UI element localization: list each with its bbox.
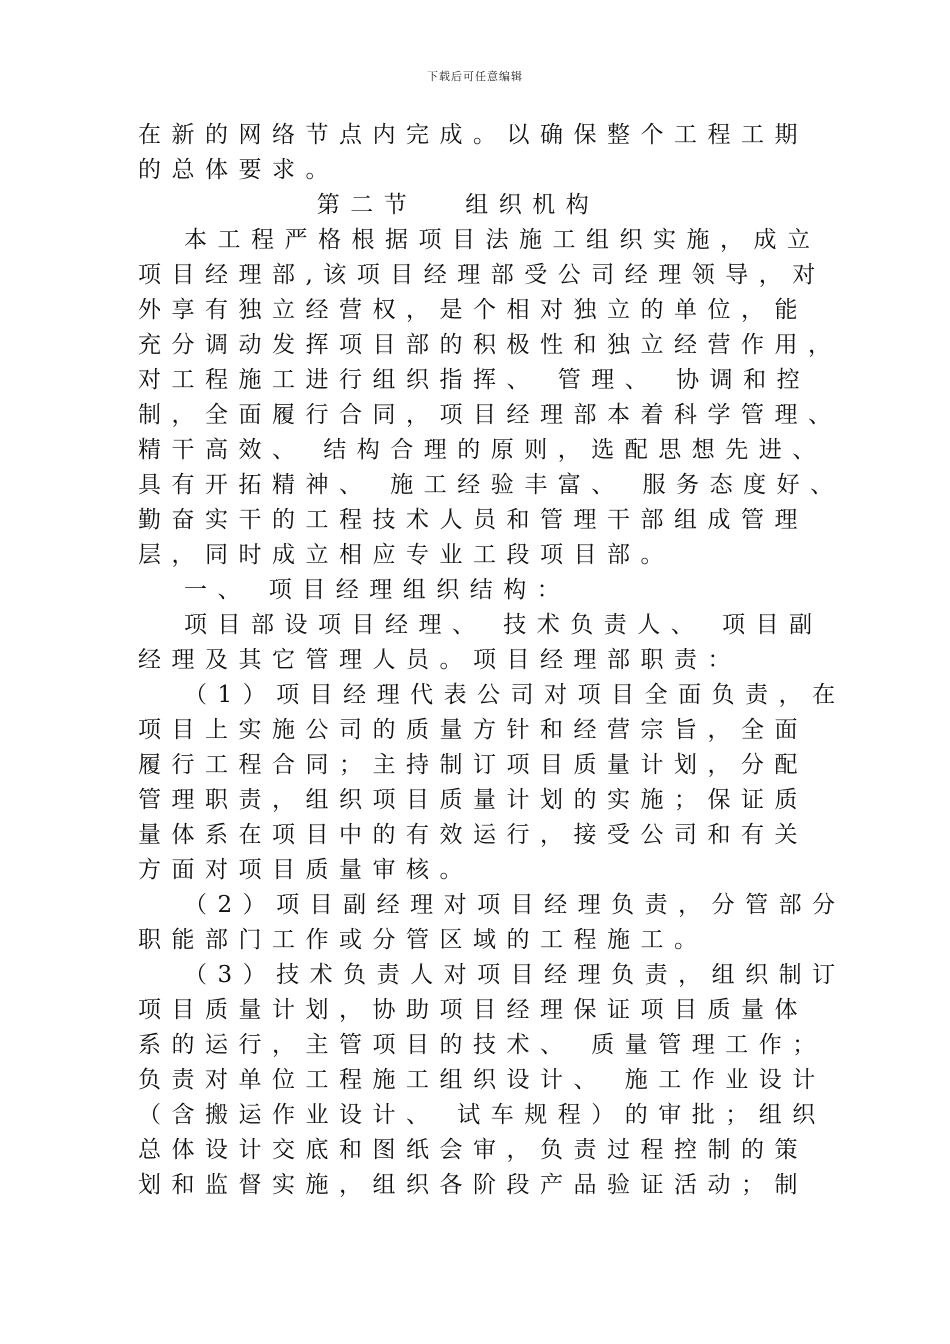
paragraph-line: 在新的网络节点内完成。以确保整个工程工期 [138,122,808,148]
paragraph-line: 层，同时成立相应专业工段项目部。 [138,542,674,568]
paragraph-line: 履行工程合同；主持制订项目质量计划，分配 [138,752,808,778]
document-body [138,118,846,1203]
paragraph-line: （3）技术负责人对项目经理负责，组织制订 [184,962,846,988]
paragraph-line: （1）项目经理代表公司对项目全面负责，在 [184,682,846,708]
paragraph-line: 项目部设项目经理、 技术负责人、 项目副 [184,612,823,638]
paragraph-line: 经理及其它管理人员。项目经理部职责： [138,647,741,673]
section-label: 第二节 [316,192,418,218]
paragraph-line: 方面对项目质量审核。 [138,857,473,883]
paragraph-line: 项目质量计划，协助项目经理保证项目质量体 [138,997,808,1023]
paragraph-line: 具有开拓精神、 施工经验丰富、 服务态度好、 [138,472,844,498]
paragraph-line: （含搬运作业设计、 试车规程）的审批；组织 [138,1102,826,1128]
paragraph-line: 充分调动发挥项目部的积极性和独立经营作用， [138,332,842,358]
paragraph-line: 的总体要求。 [138,157,339,183]
paragraph-line: 负责对单位工程施工组织设计、 施工作业设计 [138,1067,826,1093]
paragraph-line: 制，全面履行合同，项目经理部本着科学管理、 [138,402,842,428]
section-heading [138,188,838,223]
paragraph-line: 管理职责，组织项目质量计划的实施；保证质 [138,787,808,813]
subsection-heading: 一、 项目经理组织结构： [184,577,571,603]
paragraph-line: 系的运行，主管项目的技术、 质量管理工作； [138,1032,826,1058]
page-header-note: 下载后可任意编辑 [427,70,523,83]
paragraph-line: 勤奋实干的工程技术人员和管理干部组成管理 [138,507,808,533]
paragraph-line: 对工程施工进行组织指挥、 管理、 协调和控 [138,367,811,393]
paragraph-line: 外享有独立经营权，是个相对独立的单位，能 [138,297,808,323]
paragraph-line: 量体系在项目中的有效运行，接受公司和有关 [138,822,808,848]
paragraph-line: 项目上实施公司的质量方针和经营宗旨，全面 [138,717,808,743]
paragraph-line: （2）项目副经理对项目经理负责，分管部分 [184,892,846,918]
paragraph-line: 精干高效、 结构合理的原则，选配思想先进、 [138,437,826,463]
paragraph-line: 项目经理部,该项目经理部受公司经理领导，对 [138,262,826,288]
paragraph-line: 总体设计交底和图纸会审，负责过程控制的策 [138,1137,808,1163]
paragraph-line: 本工程严格根据项目法施工组织实施，成立 [184,227,821,253]
section-title: 组织机构 [465,192,600,218]
paragraph-line: 划和监督实施，组织各阶段产品验证活动；制 [138,1172,808,1198]
paragraph-line: 职能部门工作或分管区域的工程施工。 [138,927,708,953]
